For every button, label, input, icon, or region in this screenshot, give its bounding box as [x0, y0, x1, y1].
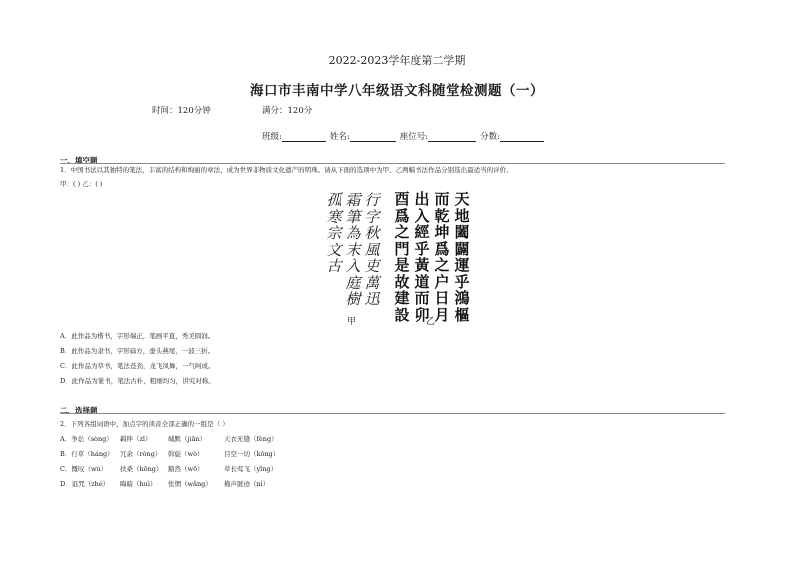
q2-b-word-2: 冗余（róng） [120, 450, 162, 458]
exam-full-score: 满分：120分 [262, 106, 313, 116]
name-field[interactable] [330, 130, 396, 142]
section2-title: 二、选择题 [60, 406, 98, 415]
q2-a-word-4: 天衣无缝（fèng） [224, 435, 278, 443]
q1-option-c[interactable]: C．此作品为草书，笔法苍劲，龙飞凤舞，一气呵成。 [60, 362, 215, 370]
seat-blank[interactable] [428, 132, 476, 142]
score-blank[interactable] [500, 132, 544, 142]
q2-a-word-2: 羁绊（zī） [120, 435, 152, 443]
exam-time: 时间：120分钟 [152, 106, 211, 116]
q2-d-word-4: 掩声匿迹（nì） [224, 480, 270, 488]
calligraphy-yi-col-1: 天地闔闢運乎鴻樞 [454, 192, 470, 324]
class-field[interactable] [262, 130, 326, 142]
seat-label: 座位号: [399, 132, 429, 142]
q2-a-word-1: A．争讼（sòng） [60, 435, 113, 443]
section1-rule [60, 163, 725, 164]
question1-text: 1．中国书法以其独特的笔法，丰富的结构和绚丽的章法，成为世界非物质文化遗产的明珠。请从下面的选项中为甲、乙两幅书法作品分别选出最适当的评价。 [60, 166, 513, 174]
question1-answer-blanks[interactable]: 甲：( ) 乙：( ) [60, 180, 103, 188]
name-label: 姓名: [329, 132, 350, 142]
seat-field[interactable] [400, 130, 476, 142]
q1-option-a[interactable]: A．此作品为楷书，字形端正，笔画平直，秀美圆润。 [60, 332, 215, 340]
q2-option-a[interactable] [60, 434, 278, 443]
calligraphy-jia-col-1: 行字秋風吏萬迅 [364, 191, 380, 308]
q2-b-word-4: 目空一切（kōng） [224, 450, 280, 458]
calligraphy-yi-col-4: 酉爲之門是故建設 [394, 192, 410, 324]
calligraphy-yi-col-2: 而乾坤爲之户日月 [434, 192, 450, 324]
q2-option-b[interactable] [60, 449, 279, 458]
q2-d-word-3: 怅惘（wǎng） [168, 480, 212, 488]
score-label: 分数: [480, 132, 500, 142]
term-heading: 2022-2023学年度第二学期 [328, 54, 466, 67]
q2-a-word-3: 缄默（jiān） [168, 435, 207, 443]
q1-option-b[interactable]: B．此作品为隶书，字形扁方，蚕头燕尾，一波三折。 [60, 347, 215, 355]
score-field[interactable] [480, 130, 544, 142]
q2-d-word-2: 晦暗（huì） [120, 480, 157, 488]
calligraphy-label-jia: 甲 [347, 317, 357, 327]
q2-b-word-1: B．行草（háng） [60, 450, 114, 458]
calligraphy-jia-col-2: 霜筆為末入庭樹 [345, 191, 361, 308]
q2-d-word-1: D．诅咒（zhé） [60, 480, 110, 488]
question2-text: 2．下列各组词语中，加点字的读音全部正确的一组是（ ） [60, 420, 229, 428]
calligraphy-label-yi: 乙 [426, 317, 436, 327]
section2-rule [60, 413, 725, 414]
calligraphy-yi-col-3: 出入經乎黃道而卯 [414, 192, 430, 324]
q2-option-c[interactable] [60, 464, 277, 473]
q2-c-word-4: 草长莺飞（yīng） [224, 465, 278, 473]
exam-title: 海口市丰南中学八年级语文科随堂检测题（一） [250, 83, 544, 99]
student-info-row [262, 130, 548, 142]
class-label: 班级: [262, 132, 282, 142]
q2-c-word-3: 豁然（wō） [168, 465, 204, 473]
class-blank[interactable] [282, 132, 326, 142]
calligraphy-jia-col-3: 孤寒宗文古 [326, 191, 342, 275]
q2-c-word-2: 扶桑（hōng） [120, 465, 163, 473]
q1-option-d[interactable]: D．此作品为篆书，笔法古朴，粗细均匀，讲究对称。 [60, 377, 215, 385]
q2-c-word-1: C．慨叹（wù） [60, 465, 108, 473]
name-blank[interactable] [350, 132, 396, 142]
section1-title: 一、填空题 [60, 156, 98, 165]
q2-b-word-3: 斡旋（wò） [168, 450, 204, 458]
q2-option-d[interactable] [60, 479, 269, 488]
